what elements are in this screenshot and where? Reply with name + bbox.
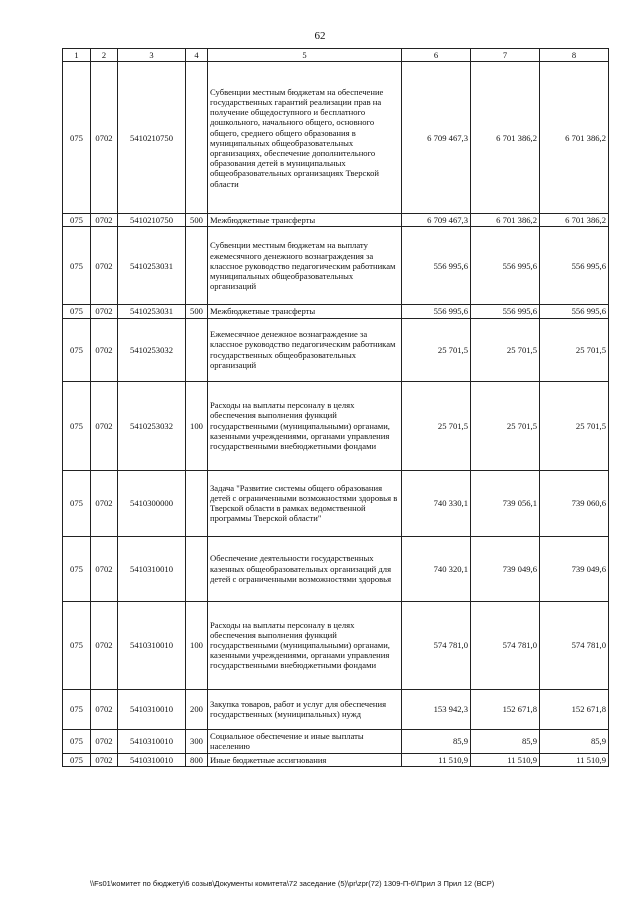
header-cell-7: 7: [471, 49, 540, 62]
amount-cell-year2: 6 701 386,2: [471, 62, 540, 214]
section-code-cell: 0702: [91, 689, 118, 729]
expense-type-cell: 500: [186, 305, 208, 318]
description-cell: Обеспечение деятельности государственных казенных общеобразовательных организаций для детей с ограниченными возможностями здоровья: [208, 536, 402, 601]
amount-cell-year1: 6 709 467,3: [402, 214, 471, 227]
amount-cell-year2: 152 671,8: [471, 689, 540, 729]
description-cell: Расходы на выплаты персоналу в целях обеспечения выполнения функций государственными (муниципальными) органами, казенными учреждениями, органами управления государственными внебюджетными фондами: [208, 381, 402, 470]
amount-cell-year3: 739 060,6: [540, 470, 609, 536]
amount-cell-year2: 739 056,1: [471, 470, 540, 536]
section-code-cell: 0702: [91, 227, 118, 305]
admin-code-cell: 075: [63, 470, 91, 536]
target-article-cell: 5410310010: [118, 601, 186, 689]
header-cell-5: 5: [208, 49, 402, 62]
expense-type-cell: 300: [186, 729, 208, 753]
expense-type-cell: [186, 62, 208, 214]
target-article-cell: 5410310010: [118, 536, 186, 601]
section-code-cell: 0702: [91, 753, 118, 766]
table-row: [63, 470, 609, 536]
amount-cell-year2: 556 995,6: [471, 305, 540, 318]
page-number: 62: [314, 30, 326, 42]
section-code-cell: 0702: [91, 729, 118, 753]
target-article-cell: 5410310010: [118, 753, 186, 766]
table-row: [63, 381, 609, 470]
section-code-cell: 0702: [91, 214, 118, 227]
amount-cell-year3: 6 701 386,2: [540, 62, 609, 214]
target-article-cell: 5410300000: [118, 470, 186, 536]
admin-code-cell: 075: [63, 305, 91, 318]
amount-cell-year1: 740 330,1: [402, 470, 471, 536]
description-cell: Закупка товаров, работ и услуг для обеспечения государственных (муниципальных) нужд: [208, 689, 402, 729]
expense-type-cell: 500: [186, 214, 208, 227]
amount-cell-year1: 11 510,9: [402, 753, 471, 766]
amount-cell-year2: 11 510,9: [471, 753, 540, 766]
description-cell: Задача "Развитие системы общего образования детей с ограниченными возможностями здоровья в Тверской области в рамках ведомственной программы Тверской области": [208, 470, 402, 536]
amount-cell-year3: 85,9: [540, 729, 609, 753]
description-cell: Расходы на выплаты персоналу в целях обеспечения выполнения функций государственными (муниципальными) органами, казенными учреждениями, органами управления государственными внебюджетными фондами: [208, 601, 402, 689]
header-row: [63, 49, 609, 62]
section-code-cell: 0702: [91, 470, 118, 536]
admin-code-cell: 075: [63, 227, 91, 305]
amount-cell-year1: 25 701,5: [402, 381, 471, 470]
amount-cell-year3: 25 701,5: [540, 381, 609, 470]
table-row: [63, 227, 609, 305]
header-cell-4: 4: [186, 49, 208, 62]
admin-code-cell: 075: [63, 729, 91, 753]
amount-cell-year2: 85,9: [471, 729, 540, 753]
file-path-footer: \\Fs01\комитет по бюджету\6 созыв\Документы комитета\72 заседание (5)\pr\zpr(72) 1309-П-6\Прил 3 Прил 12 (ВСР): [90, 879, 495, 888]
amount-cell-year3: 152 671,8: [540, 689, 609, 729]
amount-cell-year3: 25 701,5: [540, 318, 609, 381]
section-code-cell: 0702: [91, 305, 118, 318]
target-article-cell: 5410253031: [118, 305, 186, 318]
description-cell: Субвенции местным бюджетам на выплату ежемесячного денежного вознаграждения за классное руководство педагогическим работникам муниципальных общеобразовательных организаций: [208, 227, 402, 305]
amount-cell-year1: 25 701,5: [402, 318, 471, 381]
expense-type-cell: 100: [186, 381, 208, 470]
description-cell: Межбюджетные трансферты: [208, 214, 402, 227]
admin-code-cell: 075: [63, 318, 91, 381]
table-row: [63, 536, 609, 601]
table-row: [63, 305, 609, 318]
section-code-cell: 0702: [91, 381, 118, 470]
table-row: [63, 601, 609, 689]
amount-cell-year3: 556 995,6: [540, 305, 609, 318]
description-cell: Социальное обеспечение и иные выплаты населению: [208, 729, 402, 753]
table-row: [63, 753, 609, 766]
budget-table: [62, 48, 609, 767]
amount-cell-year1: 574 781,0: [402, 601, 471, 689]
admin-code-cell: 075: [63, 753, 91, 766]
amount-cell-year3: 6 701 386,2: [540, 214, 609, 227]
amount-cell-year3: 11 510,9: [540, 753, 609, 766]
amount-cell-year3: 574 781,0: [540, 601, 609, 689]
amount-cell-year2: 556 995,6: [471, 227, 540, 305]
section-code-cell: 0702: [91, 62, 118, 214]
expense-type-cell: 200: [186, 689, 208, 729]
admin-code-cell: 075: [63, 381, 91, 470]
amount-cell-year1: 85,9: [402, 729, 471, 753]
table-row: [63, 62, 609, 214]
expense-type-cell: 800: [186, 753, 208, 766]
admin-code-cell: 075: [63, 214, 91, 227]
amount-cell-year1: 153 942,3: [402, 689, 471, 729]
admin-code-cell: 075: [63, 536, 91, 601]
target-article-cell: 5410210750: [118, 62, 186, 214]
target-article-cell: 5410253032: [118, 381, 186, 470]
description-cell: Ежемесячное денежное вознаграждение за классное руководство педагогическим работникам государственных общеобразовательных организаций: [208, 318, 402, 381]
table-row: [63, 689, 609, 729]
amount-cell-year1: 556 995,6: [402, 227, 471, 305]
section-code-cell: 0702: [91, 536, 118, 601]
amount-cell-year3: 556 995,6: [540, 227, 609, 305]
amount-cell-year2: 25 701,5: [471, 318, 540, 381]
expense-type-cell: [186, 470, 208, 536]
amount-cell-year1: 740 320,1: [402, 536, 471, 601]
admin-code-cell: 075: [63, 62, 91, 214]
description-cell: Иные бюджетные ассигнования: [208, 753, 402, 766]
header-cell-6: 6: [402, 49, 471, 62]
description-cell: Субвенции местным бюджетам на обеспечение государственных гарантий реализации прав на получение общедоступного и бесплатного дошкольного, начального общего, основного общего, среднего общего образования в муниципальных общеобразовательных организациях, обеспечение дополнительного образования детей в муниципальных общеобразовательных организациях Тверской области: [208, 62, 402, 214]
target-article-cell: 5410210750: [118, 214, 186, 227]
table-row: [63, 214, 609, 227]
admin-code-cell: 075: [63, 689, 91, 729]
header-cell-1: 1: [63, 49, 91, 62]
amount-cell-year2: 739 049,6: [471, 536, 540, 601]
amount-cell-year1: 6 709 467,3: [402, 62, 471, 214]
admin-code-cell: 075: [63, 601, 91, 689]
target-article-cell: 5410253031: [118, 227, 186, 305]
expense-type-cell: [186, 536, 208, 601]
description-cell: Межбюджетные трансферты: [208, 305, 402, 318]
header-cell-3: 3: [118, 49, 186, 62]
amount-cell-year1: 556 995,6: [402, 305, 471, 318]
table-row: [63, 729, 609, 753]
expense-type-cell: [186, 318, 208, 381]
section-code-cell: 0702: [91, 601, 118, 689]
target-article-cell: 5410310010: [118, 689, 186, 729]
target-article-cell: 5410310010: [118, 729, 186, 753]
amount-cell-year2: 6 701 386,2: [471, 214, 540, 227]
header-cell-8: 8: [540, 49, 609, 62]
amount-cell-year2: 25 701,5: [471, 381, 540, 470]
section-code-cell: 0702: [91, 318, 118, 381]
header-cell-2: 2: [91, 49, 118, 62]
amount-cell-year3: 739 049,6: [540, 536, 609, 601]
expense-type-cell: 100: [186, 601, 208, 689]
amount-cell-year2: 574 781,0: [471, 601, 540, 689]
table-row: [63, 318, 609, 381]
expense-type-cell: [186, 227, 208, 305]
target-article-cell: 5410253032: [118, 318, 186, 381]
